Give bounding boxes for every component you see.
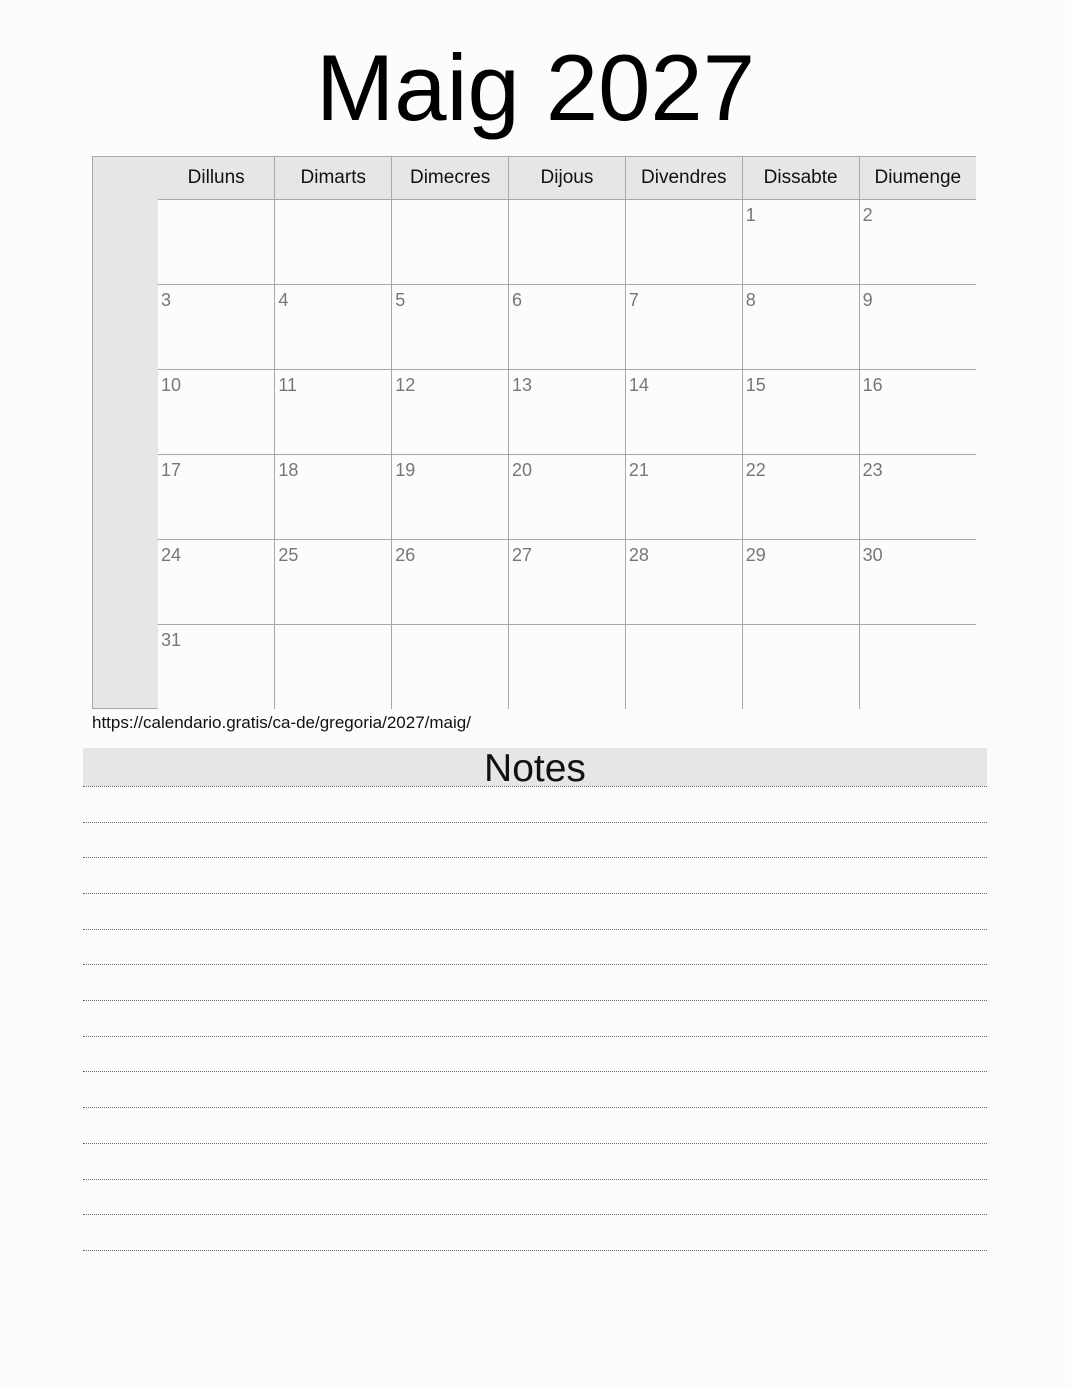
- note-line: [83, 1036, 987, 1037]
- day-cell: [859, 200, 976, 285]
- week-row: [158, 200, 976, 285]
- page-title: Maig 2027: [316, 35, 755, 140]
- day-cell: [859, 540, 976, 625]
- day-number: 4: [278, 290, 289, 310]
- day-cell: [392, 455, 509, 540]
- day-cell: [275, 285, 392, 370]
- calendar-table: [158, 157, 976, 709]
- day-cell: [742, 285, 859, 370]
- weekday-header: Divendres: [625, 157, 742, 200]
- day-cell: [625, 200, 742, 285]
- day-number: 30: [862, 545, 883, 565]
- day-number: 10: [161, 375, 182, 395]
- day-number: 17: [161, 460, 182, 480]
- day-number: 8: [745, 290, 756, 310]
- day-cell: [392, 285, 509, 370]
- note-line: [83, 1000, 987, 1001]
- day-cell: [742, 625, 859, 710]
- weekday-header: Dimecres: [392, 157, 509, 200]
- day-cell: [275, 625, 392, 710]
- note-line: [83, 964, 987, 965]
- note-line: [83, 1071, 987, 1072]
- note-line: [83, 929, 987, 930]
- note-line: [83, 1250, 987, 1251]
- day-cell: [859, 370, 976, 455]
- day-number: [626, 200, 742, 204]
- weekday-header: Dilluns: [158, 157, 275, 200]
- note-line: [83, 786, 987, 787]
- day-number: [158, 200, 274, 204]
- week-row: [158, 540, 976, 625]
- day-cell: [509, 625, 626, 710]
- day-number: 22: [745, 460, 766, 480]
- day-cell: [275, 200, 392, 285]
- week-row: [158, 370, 976, 455]
- day-number: [509, 625, 625, 629]
- day-number: 15: [745, 375, 766, 395]
- day-number: [392, 200, 508, 204]
- note-line: [83, 857, 987, 858]
- day-number: 21: [628, 460, 649, 480]
- day-number: 27: [512, 545, 533, 565]
- day-number: 13: [512, 375, 533, 395]
- week-row: [158, 285, 976, 370]
- day-cell: [509, 370, 626, 455]
- note-line: [83, 1143, 987, 1144]
- day-number: 23: [862, 460, 883, 480]
- day-number: [275, 200, 391, 204]
- note-line: [83, 1107, 987, 1108]
- day-number: 19: [395, 460, 416, 480]
- day-cell: [625, 370, 742, 455]
- note-line: [83, 893, 987, 894]
- day-cell: [742, 540, 859, 625]
- day-number: [509, 200, 625, 204]
- day-number: 1: [745, 205, 756, 225]
- day-number: [860, 625, 976, 629]
- day-cell: [158, 200, 275, 285]
- day-cell: [509, 455, 626, 540]
- weekday-header: Diumenge: [859, 157, 976, 200]
- day-cell: [158, 540, 275, 625]
- note-line: [83, 822, 987, 823]
- day-number: 2: [862, 205, 873, 225]
- day-cell: [275, 455, 392, 540]
- day-cell: [509, 200, 626, 285]
- week-number-column: [93, 157, 159, 708]
- notes-title: Notes: [83, 748, 987, 786]
- day-cell: [625, 285, 742, 370]
- week-row: [158, 625, 976, 710]
- note-line: [83, 1179, 987, 1180]
- day-cell: [158, 370, 275, 455]
- day-cell: [275, 540, 392, 625]
- calendar-grid: [92, 156, 976, 709]
- weekday-header: Dissabte: [742, 157, 859, 200]
- day-number: 16: [862, 375, 883, 395]
- day-number: 29: [745, 545, 766, 565]
- day-cell: [742, 370, 859, 455]
- note-line: [83, 1214, 987, 1215]
- day-cell: [392, 540, 509, 625]
- day-number: 18: [278, 460, 299, 480]
- day-cell: [509, 540, 626, 625]
- day-cell: [392, 625, 509, 710]
- day-cell: [859, 455, 976, 540]
- weekday-header: Dimarts: [275, 157, 392, 200]
- day-cell: [158, 625, 275, 710]
- day-number: 28: [628, 545, 649, 565]
- weekday-header-row: [158, 157, 976, 200]
- day-number: 25: [278, 545, 299, 565]
- day-number: 31: [161, 630, 182, 650]
- day-number: [275, 625, 391, 629]
- day-cell: [158, 455, 275, 540]
- day-cell: [625, 625, 742, 710]
- day-cell: [859, 285, 976, 370]
- day-cell: [625, 455, 742, 540]
- day-number: [626, 625, 742, 629]
- day-cell: [625, 540, 742, 625]
- day-cell: [275, 370, 392, 455]
- day-number: 24: [161, 545, 182, 565]
- day-cell: [158, 285, 275, 370]
- day-number: [392, 625, 508, 629]
- day-number: 12: [395, 375, 416, 395]
- day-number: 5: [395, 290, 406, 310]
- day-cell: [859, 625, 976, 710]
- day-number: 26: [395, 545, 416, 565]
- day-cell: [742, 200, 859, 285]
- day-cell: [392, 370, 509, 455]
- day-number: 20: [512, 460, 533, 480]
- day-number: 3: [161, 290, 172, 310]
- day-number: 7: [628, 290, 639, 310]
- week-row: [158, 455, 976, 540]
- day-cell: [392, 200, 509, 285]
- day-number: 11: [278, 375, 298, 395]
- day-number: 6: [512, 290, 523, 310]
- source-url: https://calendario.gratis/ca-de/gregoria/2027/maig/: [92, 713, 471, 732]
- day-cell: [742, 455, 859, 540]
- day-number: 9: [862, 290, 873, 310]
- day-number: [743, 625, 859, 629]
- weekday-header: Dijous: [509, 157, 626, 200]
- day-cell: [509, 285, 626, 370]
- day-number: 14: [628, 375, 649, 395]
